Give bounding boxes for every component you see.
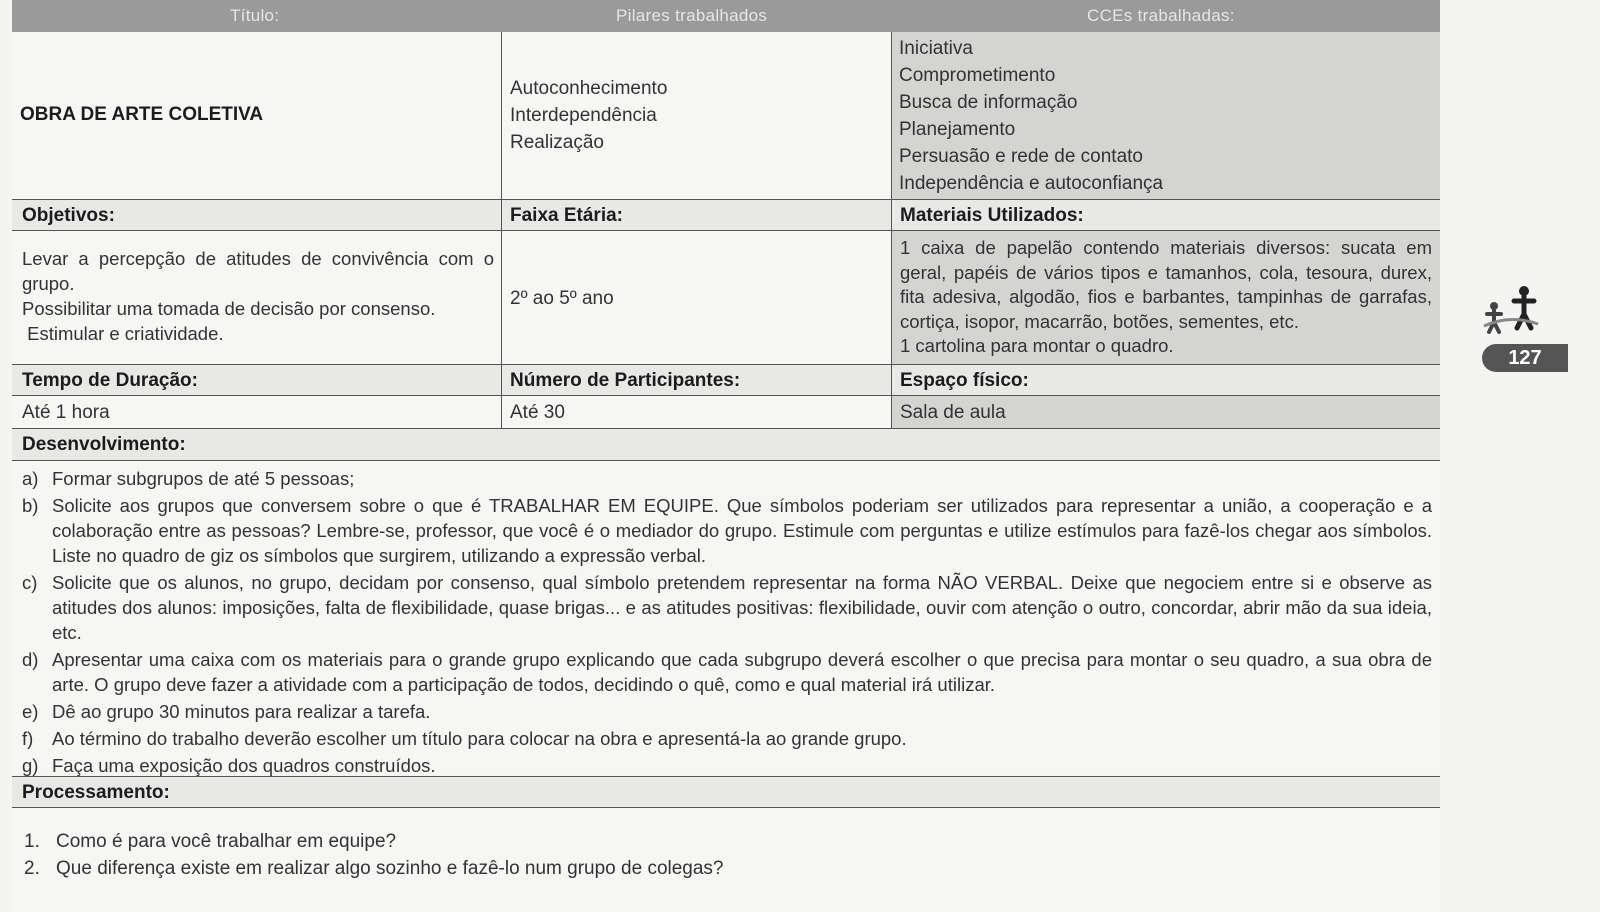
tempo-value: Até 1 hora bbox=[22, 402, 110, 423]
label-faixa-etaria: Faixa Etária: bbox=[510, 205, 623, 226]
item-number: 1. bbox=[24, 831, 40, 852]
cce-item: Persuasão e rede de contato bbox=[899, 146, 1144, 167]
objetivos-text bbox=[22, 246, 494, 346]
pilar-item: Interdependência bbox=[510, 105, 657, 126]
item-letter: e) bbox=[22, 701, 39, 722]
cce-item: Busca de informação bbox=[899, 92, 1078, 113]
item-text: Formar subgrupos de até 5 pessoas; bbox=[52, 468, 355, 489]
label-tempo: Tempo de Duração: bbox=[22, 370, 198, 391]
item-text: Ao término do trabalho deverão escolher um título para colocar na obra e apresentá-la ao grande grupo. bbox=[52, 728, 907, 749]
objetivo-line: Possibilitar uma tomada de decisão por consenso. bbox=[22, 298, 436, 319]
item-text: Que diferença existe em realizar algo sozinho e fazê-lo num grupo de colegas? bbox=[56, 858, 724, 879]
espaco-value: Sala de aula bbox=[900, 402, 1006, 423]
label-processamento: Processamento: bbox=[22, 782, 170, 803]
header-titulo: Título: bbox=[230, 6, 280, 25]
cce-item: Independência e autoconfiança bbox=[899, 173, 1164, 194]
cces-list bbox=[899, 35, 1163, 197]
label-desenvolvimento: Desenvolvimento: bbox=[22, 434, 186, 455]
list-item bbox=[22, 726, 1432, 751]
item-text: Apresentar uma caixa com os materiais para o grande grupo explicando que cada subgrupo deverá escolher o que precisa para montar o seu quadro, a sua obra de arte. O grupo deve fazer a atividade com a participação de todos, decidindo o quê, como e qual material irá utilizar. bbox=[52, 649, 1432, 695]
label-objetivos: Objetivos: bbox=[22, 205, 115, 226]
label-numero: Número de Participantes: bbox=[510, 370, 741, 391]
material-line: 1 cartolina para montar o quadro. bbox=[900, 335, 1174, 356]
numero-value: Até 30 bbox=[510, 402, 565, 423]
item-text: Dê ao grupo 30 minutos para realizar a tarefa. bbox=[52, 701, 431, 722]
list-item bbox=[22, 753, 1432, 778]
table-header bbox=[12, 0, 1440, 32]
list-item bbox=[22, 493, 1432, 568]
item-letter: d) bbox=[22, 649, 39, 670]
cce-item: Comprometimento bbox=[899, 65, 1056, 86]
processamento-list bbox=[24, 828, 724, 882]
faixa-etaria-value: 2º ao 5º ano bbox=[510, 288, 614, 309]
header-cces: CCEs trabalhadas: bbox=[1087, 6, 1235, 25]
list-item bbox=[22, 699, 1432, 724]
item-letter: a) bbox=[22, 468, 39, 489]
pilar-item: Autoconhecimento bbox=[510, 78, 668, 99]
list-item bbox=[22, 466, 1432, 491]
materiais-text bbox=[900, 236, 1432, 359]
item-letter: g) bbox=[22, 755, 39, 776]
item-text: Faça uma exposição dos quadros construídos. bbox=[52, 755, 436, 776]
pilares-list bbox=[510, 75, 667, 156]
list-item bbox=[24, 828, 724, 855]
item-text: Solicite aos grupos que conversem sobre o que é TRABALHAR EM EQUIPE. Que símbolos poderiam ser utilizados para representar a união, a cooperação e a colaboração entre as pessoas? Lembre-se, professor, que você é o mediador do grupo. Estimule com perguntas e utilize estímulos para fazê-los chegar aos símbolos. Liste no quadro de giz os símbolos que surgirem, utilizando a expressão verbal. bbox=[52, 495, 1432, 566]
cce-item: Planejamento bbox=[899, 119, 1016, 140]
list-item bbox=[22, 570, 1432, 645]
material-line: 1 caixa de papelão contendo materiais diversos: sucata em geral, papéis de vários tipos e tamanhos, cola, tesoura, durex, fita adesiva, algodão, fios e barbantes, tampinhas de garrafas, cortiça, isopor, macarrão, botões, sementes, etc. bbox=[900, 237, 1432, 332]
item-letter: b) bbox=[22, 495, 39, 516]
objetivo-line: Levar a percepção de atitudes de convivência com o grupo. bbox=[22, 248, 494, 294]
list-item bbox=[24, 855, 724, 882]
item-text: Como é para você trabalhar em equipe? bbox=[56, 831, 397, 852]
item-text: Solicite que os alunos, no grupo, decidam por consenso, qual símbolo pretendem representar na forma NÃO VERBAL. Deixe que negociem entre si e observe as atitudes dos alunos: imposições, falta de flexibilidade, quase brigas... e as atitudes positivas: flexibilidade, ouvir com atenção o outro, concordar, abrir mão da sua ideia, etc. bbox=[52, 572, 1432, 643]
activity-sheet bbox=[12, 0, 1440, 912]
item-number: 2. bbox=[24, 858, 40, 879]
header-pilares: Pilares trabalhados bbox=[616, 6, 768, 25]
activity-title: OBRA DE ARTE COLETIVA bbox=[20, 104, 264, 125]
item-letter: c) bbox=[22, 572, 38, 593]
cce-item: Iniciativa bbox=[899, 38, 973, 59]
item-letter: f) bbox=[22, 728, 34, 749]
objetivo-line: Estimular e criatividade. bbox=[22, 323, 224, 344]
label-espaco: Espaço físico: bbox=[900, 370, 1029, 391]
children-playing-icon bbox=[1480, 284, 1542, 340]
desenvolvimento-list bbox=[22, 466, 1432, 780]
label-materiais: Materiais Utilizados: bbox=[900, 205, 1084, 226]
list-item bbox=[22, 647, 1432, 697]
pilar-item: Realização bbox=[510, 132, 604, 153]
page-number: 127 bbox=[1482, 344, 1568, 372]
